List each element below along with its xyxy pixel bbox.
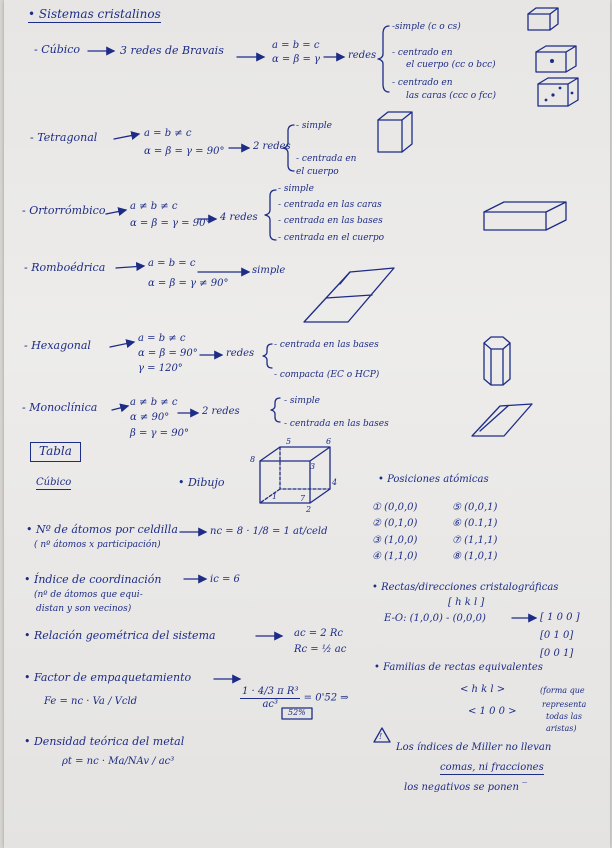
brace xyxy=(378,26,389,92)
ortorrombico-item-2: - centrada en las caras xyxy=(278,200,382,210)
warning-mark: ! xyxy=(379,732,383,741)
pos-4: ④ (1,1,0) xyxy=(372,551,418,562)
familias-note3: todas las xyxy=(546,712,583,721)
tetragonal-item-3: el cuerpo xyxy=(296,167,339,177)
cubico-item-2: - centrado en xyxy=(392,48,453,58)
tetragonal-item-1: - simple xyxy=(296,121,332,131)
arrow xyxy=(110,342,134,347)
tetragonal-cond1: a = b ≠ c xyxy=(144,128,192,139)
rectas-d3: [0 0 1] xyxy=(540,648,574,659)
pos-1: ① (0,0,0) xyxy=(372,502,418,513)
rectas-hkl: [ h k l ] xyxy=(448,597,485,608)
cube-vertex-1: 1 xyxy=(272,492,278,501)
page-title: • Sistemas cristalinos xyxy=(28,7,161,21)
cubico-redes: redes xyxy=(348,50,377,61)
ortorrombico-cond2: α = β = γ = 90° xyxy=(130,218,211,229)
nota-line2: comas, ni fracciones xyxy=(440,762,544,773)
brace xyxy=(265,190,276,240)
romboedrica-redes: simple xyxy=(252,265,286,276)
fe-calc-num: 1 · 4/3 π R³ xyxy=(242,686,299,697)
monoclinica-item-2: - centrada en las bases xyxy=(284,419,389,429)
ortorrombico-item-3: - centrada en las bases xyxy=(278,216,383,226)
hexagonal-cond3: γ = 120° xyxy=(138,363,183,374)
tetragonal-item-2: - centrada en xyxy=(296,154,357,164)
cube-fcc-sketch xyxy=(538,78,578,106)
tetragonal-redes: 2 redes xyxy=(253,141,291,152)
cubico-redes-bravais: 3 redes de Bravais xyxy=(120,44,224,57)
cube-vertex-8: 8 xyxy=(250,455,256,464)
atomos-nc: nc = 8 · 1/8 = 1 at/celd xyxy=(210,526,328,537)
arrow xyxy=(112,406,128,410)
romboedrica-cond2: α = β = γ ≠ 90° xyxy=(148,278,229,289)
hexagonal-cond2: α = β = 90° xyxy=(138,348,198,359)
familias-note1: (forma que xyxy=(540,686,585,695)
hexagonal-cond1: a = b ≠ c xyxy=(138,333,186,344)
familias-note2: representa xyxy=(542,700,587,709)
hexagonal-redes: redes xyxy=(226,348,255,359)
ortorrombico-cond1: a ≠ b ≠ c xyxy=(130,201,178,212)
cube-vertex-3: 3 xyxy=(310,462,316,471)
ortorrombico-item-4: - centrada en el cuerpo xyxy=(278,233,385,243)
hexagonal-label: - Hexagonal xyxy=(24,339,91,352)
familias-ex: < 1 0 0 > xyxy=(468,706,517,717)
ortorrombico-redes: 4 redes xyxy=(220,212,258,223)
atomos-line2: ( nº átomos x participación) xyxy=(34,540,161,550)
pos-3: ③ (1,0,0) xyxy=(372,535,418,546)
empaquetamiento-line: • Factor de empaquetamiento xyxy=(24,671,192,684)
cube-vertex-5: 5 xyxy=(286,437,292,446)
orthorhombic-box-sketch xyxy=(484,202,566,230)
monoclinica-cond3: β = γ = 90° xyxy=(130,428,189,439)
familias-note4: aristas) xyxy=(546,724,577,733)
romboedrica-label: - Romboédrica xyxy=(24,261,106,274)
cube-vertex-7: 7 xyxy=(300,494,306,503)
coordinacion-ic: ic = 6 xyxy=(210,574,240,585)
hexagonal-item-1: - centrada en las bases xyxy=(274,340,379,350)
tetragonal-cond2: α = β = γ = 90° xyxy=(144,146,225,157)
brace xyxy=(263,344,272,368)
coordinacion-line2: (nº de átomos que equi- xyxy=(34,590,143,600)
cubico-item-5: las caras (ccc o fcc) xyxy=(406,91,496,101)
relacion-line: • Relación geométrica del sistema xyxy=(24,629,216,642)
pos-8: ⑧ (1,0,1) xyxy=(452,551,498,562)
nota-line3: los negativos se ponen ‾ xyxy=(404,782,528,793)
rectas-d2: [0 1 0] xyxy=(540,630,574,641)
cubico-item-1: -simple (c o cs) xyxy=(392,22,461,32)
cube-vertex-4: 4 xyxy=(332,478,338,487)
brace xyxy=(271,398,280,422)
tabla-heading: Tabla xyxy=(30,442,81,462)
posiciones-title: • Posiciones atómicas xyxy=(378,474,489,485)
romboedrica-cond1: a = b = c xyxy=(148,258,196,269)
atomos-line1: • Nº de átomos por celdilla xyxy=(26,523,178,536)
rectas-d1: [ 1 0 0 ] xyxy=(540,612,580,623)
monoclinica-label: - Monoclínica xyxy=(22,401,98,414)
fe-calc xyxy=(240,686,349,710)
ortorrombico-label: - Ortorrómbico xyxy=(22,204,106,217)
densidad-rho: ρt = nc · Ma/NAv / ac³ xyxy=(62,756,175,767)
tetragonal-label: - Tetragonal xyxy=(30,131,98,144)
pos-6: ⑥ (0.1,1) xyxy=(452,518,498,529)
cube-simple-sketch xyxy=(528,8,558,30)
monoclinica-cond2: α ≠ 90° xyxy=(130,412,170,423)
coordinacion-line1: • Índice de coordinación xyxy=(24,573,162,586)
rectas-title: • Rectas/direcciones cristalográficas xyxy=(372,582,559,593)
coordinacion-line3: distan y son vecinos) xyxy=(36,604,132,614)
cube-bcc-sketch xyxy=(536,46,576,72)
cubico-item-3: el cuerpo (cc o bcc) xyxy=(406,60,496,70)
monoclinica-item-1: - simple xyxy=(284,396,320,406)
cube-vertex-2: 2 xyxy=(306,505,312,514)
hexagonal-item-2: - compacta (EC o HCP) xyxy=(274,370,380,380)
tabla-cubico-label: Cúbico xyxy=(36,477,72,488)
cubico-cond2: α = β = γ xyxy=(272,54,320,65)
nota-line1: Los índices de Miller no llevan xyxy=(396,742,552,753)
fe-formula: Fe = nc · Va / Vcld xyxy=(44,696,138,707)
familias-title: • Familias de rectas equivalentes xyxy=(374,662,543,673)
cube-vertex-6: 6 xyxy=(326,437,332,446)
relacion-eq2: Rc = ½ ac xyxy=(294,644,347,655)
cubico-cond1: a = b = c xyxy=(272,40,320,51)
cubico-label: - Cúbico xyxy=(34,43,81,56)
arrow xyxy=(106,210,126,214)
pos-2: ② (0,1,0) xyxy=(372,518,418,529)
densidad-line: • Densidad teórica del metal xyxy=(24,735,185,748)
fe-calc-den: ac³ xyxy=(262,698,279,710)
pos-5: ⑤ (0,0,1) xyxy=(452,502,498,513)
notebook-page xyxy=(4,0,610,848)
ortorrombico-item-1: - simple xyxy=(278,184,314,194)
arrow xyxy=(116,266,144,268)
fe-boxed: 52% xyxy=(288,708,306,717)
rhombohedral-sketch xyxy=(304,268,394,322)
familias-hkl: < h k l > xyxy=(460,684,506,695)
relacion-eq1: ac = 2 Rc xyxy=(294,628,343,639)
monoclinic-sketch xyxy=(472,404,532,436)
unit-cell-cube xyxy=(260,447,330,503)
tetragonal-prism-sketch xyxy=(378,112,412,152)
rectas-example: E-O: (1,0,0) - (0,0,0) xyxy=(384,613,486,624)
dibujo-label: • Dibujo xyxy=(178,476,225,489)
arrow xyxy=(114,134,139,139)
cubico-item-4: - centrado en xyxy=(392,78,453,88)
monoclinica-cond1: a ≠ b ≠ c xyxy=(130,397,178,408)
pos-7: ⑦ (1,1,1) xyxy=(452,535,498,546)
monoclinica-redes: 2 redes xyxy=(202,406,240,417)
fe-result: = 0'52 ⇒ xyxy=(303,692,349,704)
hexagonal-prism-sketch xyxy=(484,337,510,385)
